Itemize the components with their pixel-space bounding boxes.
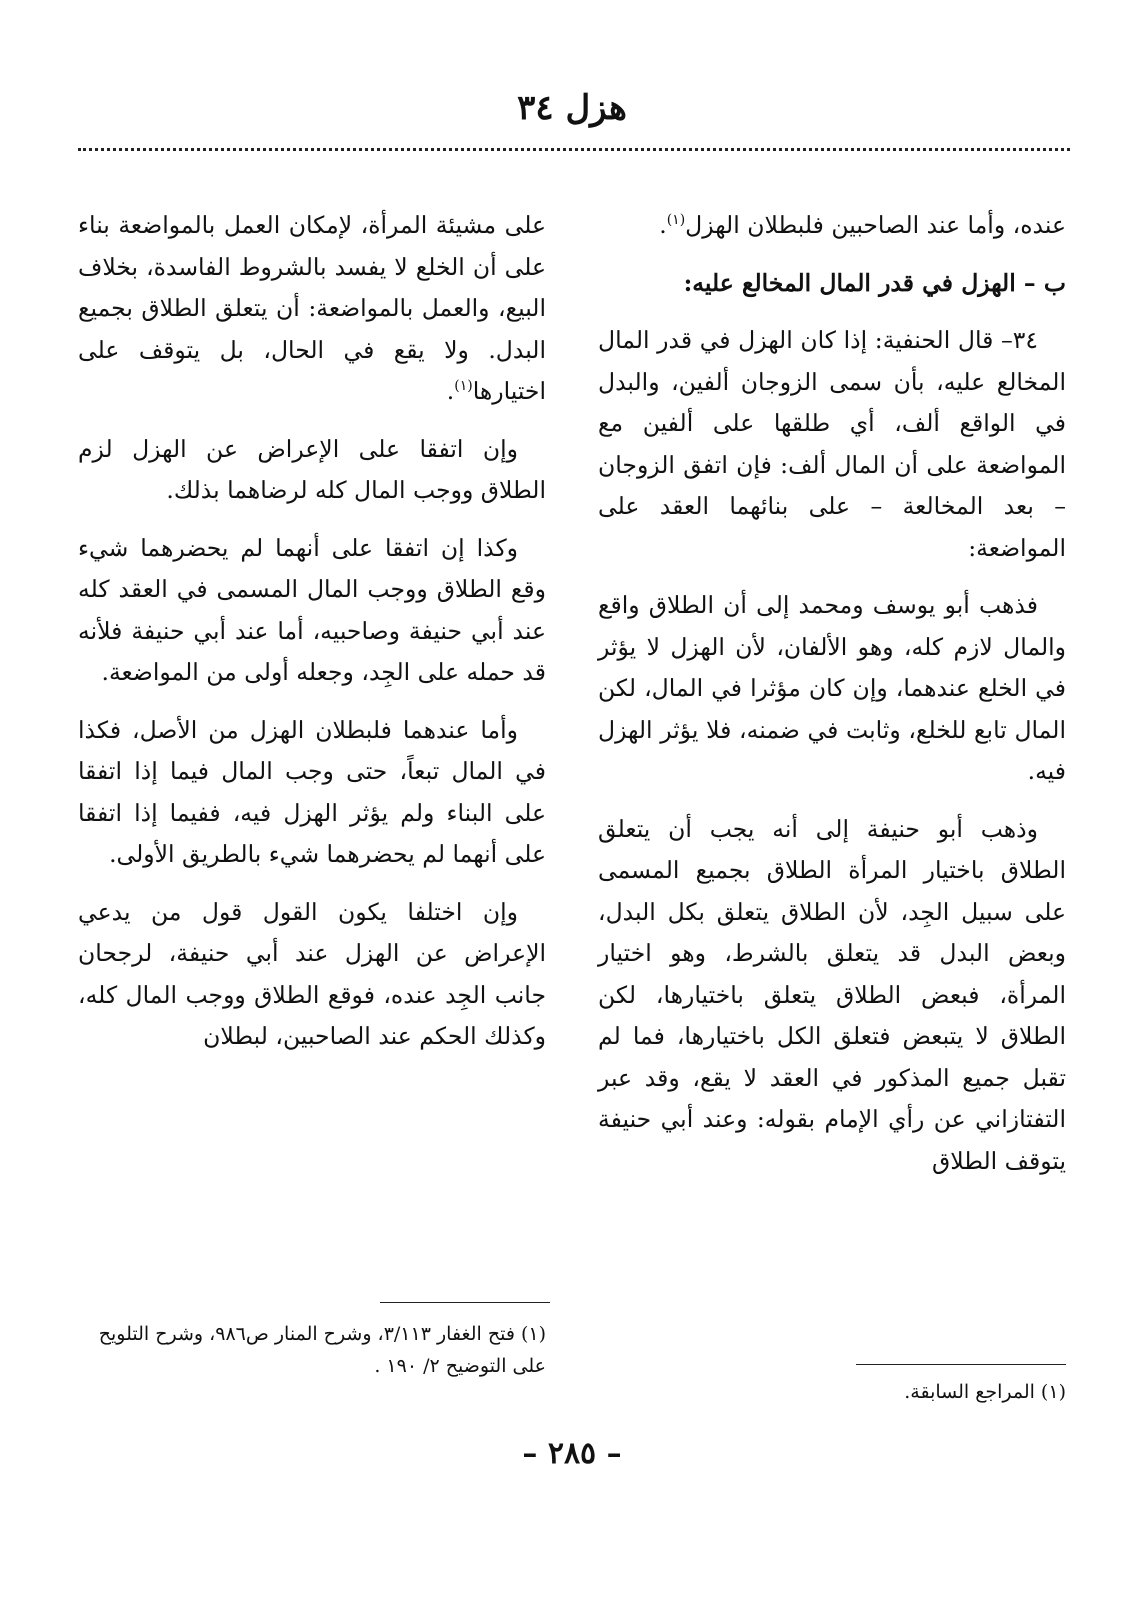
header-dotted-divider <box>78 148 1070 151</box>
paragraph: فذهب أبو يوسف ومحمد إلى أن الطلاق واقع والمال لازم كله، وهو الألفان، لأن الهزل لا يؤثر في الخلع عندهما، وإن كان مؤثرا في المال، لكن المال تابع للخلع، وثابت في ضمنه، فلا يؤثر الهزل فيه. <box>598 591 1066 785</box>
footnote-divider <box>380 1302 550 1303</box>
footnote: (١) المراجع السابقة. <box>904 1381 1066 1403</box>
footnote-ref: (١) <box>454 378 473 395</box>
paragraph: وإن اختلفا يكون القول قول من يدعي الإعراض عن الهزل عند أبي حنيفة، لرجحان جانب الجِد عنده، فوقع الطلاق ووجب المال كله، وكذلك الحكم عند الصاحبين، لبطلان <box>78 897 546 1050</box>
paragraph: وكذا إن اتفقا على أنهما لم يحضرهما شيء وقع الطلاق ووجب المال المسمى في العقد كله عند أبي حنيفة وصاحبيه، أما عند أبي حنيفة فلأنه قد حمله على الجِد، وجعله أولى من المواضعة. <box>78 533 546 686</box>
paragraph: وأما عندهما فلبطلان الهزل من الأصل، فكذا في المال تبعاً، حتى وجب المال فيما إذا اتفقا على البناء ولم يؤثر الهزل فيه، ففيما إذا اتفقا على أنهما لم يحضرهما شيء بالطريق الأولى. <box>78 715 546 868</box>
page-number: – ٢٨٥ – <box>522 1436 622 1471</box>
paragraph: على مشيئة المرأة، لإمكان العمل بالمواضعة بناء على أن الخلع لا يفسد بالشروط الفاسدة، بخلاف البيع، والعمل بالمواضعة: أن يتعلق الطلاق بجميع البدل. ولا يقع في الحال، بل يتوقف على اختيارها$^{(١)}$. <box>78 211 546 405</box>
right-text-column <box>598 205 1066 1198</box>
paragraph: وإن اتفقا على الإعراض عن الهزل لزم الطلاق ووجب المال كله لرضاهما بذلك. <box>78 434 546 504</box>
footnote-ref: (١) <box>666 212 686 229</box>
paragraph: وذهب أبو حنيفة إلى أنه يجب أن يتعلق الطلاق باختيار المرأة الطلاق بجميع المسمى على سبيل الجِد، لأن الطلاق يتعلق بكل البدل، وبعض البدل قد يتعلق بالشرط، وهو اختيار المرأة، فبعض الطلاق يتعلق باختيارها، لكن الطلاق لا يتبعض فتعلق الكل باختيارها، فما لم تقبل جميع المذكور في العقد لا يقع، وقد عبر التفتازاني عن رأي الإمام بقوله: وعند أبي حنيفة يتوقف الطلاق <box>598 814 1066 1175</box>
footnote: (١) فتح الغفار ٣/١١٣، وشرح المنار ص٩٨٦، وشرح التلويح على التوضيح ٢/ ١٩٠ . <box>98 1323 546 1377</box>
page-title: هزل ٣٤ <box>517 88 627 128</box>
paragraph: ٣٤– قال الحنفية: إذا كان الهزل في قدر المال المخالع عليه، بأن سمى الزوجان ألفين، والبدل في الواقع ألف، أي طلقها على ألفين مع المواضعة على أن المال ألف: فإن اتفق الزوجان – بعد المخالعة – على بنائهما العقد على المواضعة: <box>598 326 1066 562</box>
footnote-divider <box>856 1364 1066 1365</box>
left-text-column <box>78 205 546 1074</box>
paragraph: عنده، وأما عند الصاحبين فلبطلان الهزل$^{(١)}$. <box>659 211 1066 239</box>
section-subheading: ب – الهزل في قدر المال المخالع عليه: <box>683 268 1066 297</box>
